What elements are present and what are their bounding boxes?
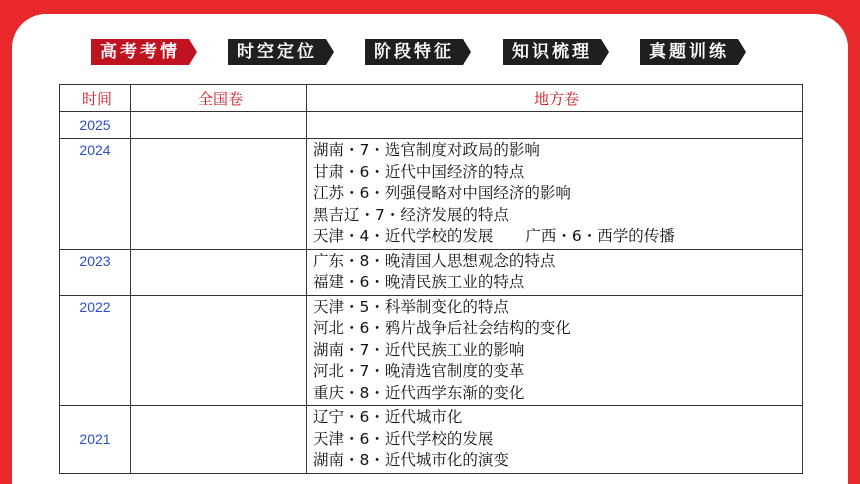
table-header-row xyxy=(60,85,803,112)
table-row xyxy=(60,139,803,250)
header-time: 时间 xyxy=(60,85,131,112)
header-local: 地方卷 xyxy=(307,85,803,112)
list-item xyxy=(313,226,802,248)
national-cell xyxy=(131,406,307,474)
table-row xyxy=(60,249,803,295)
list-item-extra: 广西・6・西学的传播 xyxy=(525,227,675,245)
national-cell xyxy=(131,249,307,295)
list-item: 河北・7・晚清选官制度的变革 xyxy=(313,362,525,380)
tab-stage-features[interactable]: 阶段特征 xyxy=(365,39,463,65)
tab-practice[interactable]: 真题训练 xyxy=(640,39,738,65)
national-cell xyxy=(131,295,307,406)
header-national: 全国卷 xyxy=(131,85,307,112)
table-row xyxy=(60,295,803,406)
tab-time-space[interactable]: 时空定位 xyxy=(228,39,326,65)
list-item: 重庆・8・近代西学东渐的变化 xyxy=(313,383,525,402)
local-cell xyxy=(307,406,803,474)
list-item: 湖南・7・近代民族工业的影响 xyxy=(313,340,525,359)
year-cell: 2025 xyxy=(60,112,131,139)
year-cell: 2023 xyxy=(60,249,131,295)
year-cell: 2021 xyxy=(60,406,131,474)
exam-table xyxy=(59,84,803,474)
list-item: 黑吉辽・7・经济发展的特点 xyxy=(313,205,509,224)
list-item: 河北・6・鸦片战争后社会结构的变化 xyxy=(313,319,571,337)
table-row xyxy=(60,112,803,139)
list-item: 辽宁・6・近代城市化 xyxy=(313,408,463,426)
list-item: 广东・8・晚清国人思想观念的特点 xyxy=(313,251,556,270)
list-item: 江苏・6・列强侵略对中国经济的影响 xyxy=(313,184,571,202)
list-item: 福建・6・晚清民族工业的特点 xyxy=(313,273,525,291)
national-cell xyxy=(131,139,307,250)
year-cell: 2022 xyxy=(60,295,131,406)
local-cell xyxy=(307,112,803,139)
list-item: 湖南・8・近代城市化的演变 xyxy=(313,451,509,469)
local-cell xyxy=(307,139,803,250)
list-item: 天津・6・近代学校的发展 xyxy=(313,429,494,448)
list-item: 天津・5・科举制变化的特点 xyxy=(313,297,509,316)
table-row xyxy=(60,406,803,474)
tab-exam-analysis[interactable]: 高考考情 xyxy=(91,39,189,65)
tab-knowledge[interactable]: 知识梳理 xyxy=(503,39,601,65)
local-cell xyxy=(307,295,803,406)
local-cell xyxy=(307,249,803,295)
nav-tabs xyxy=(0,39,860,65)
list-item-text: 天津・4・近代学校的发展 xyxy=(313,227,494,245)
year-cell: 2024 xyxy=(60,139,131,250)
list-item: 甘肃・6・近代中国经济的特点 xyxy=(313,162,525,181)
national-cell xyxy=(131,112,307,139)
list-item: 湖南・7・选官制度对政局的影响 xyxy=(313,141,540,159)
